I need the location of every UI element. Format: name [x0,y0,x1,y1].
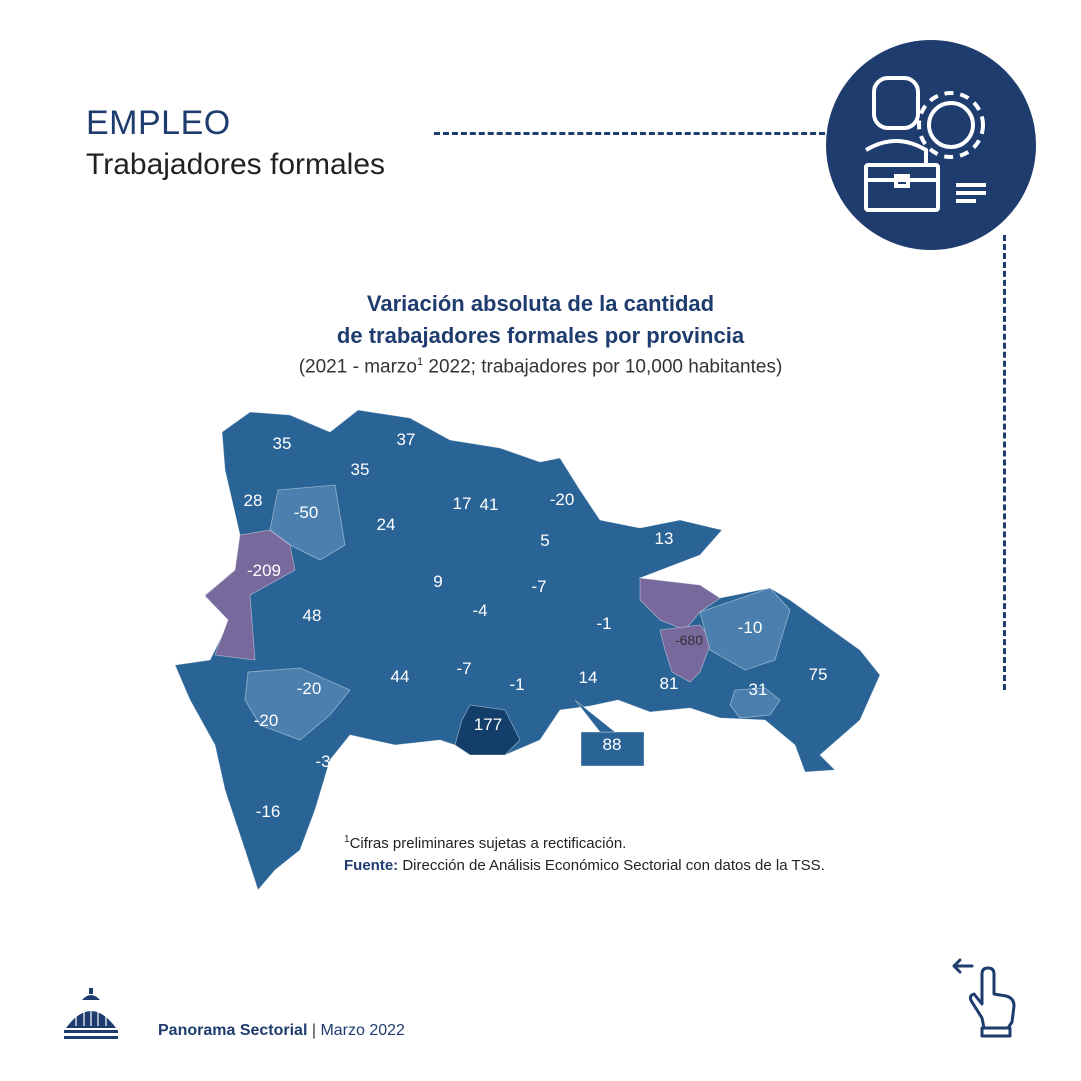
section-subtitle: Trabajadores formales [86,148,386,181]
province-value-label: -1 [596,614,612,633]
chart-title-line2: de trabajadores formales por provincia [336,323,745,348]
footer-date: Marzo 2022 [320,1022,405,1039]
footer [158,1022,405,1040]
province-value-label: 35 [272,434,292,453]
province-value-label: -7 [531,577,547,596]
chart-subtitle-sup: 1 [417,356,424,368]
province-value-label: 41 [479,495,499,514]
footnote [344,829,825,877]
swipe-hand-icon[interactable] [950,958,1022,1045]
province-value-label: -7 [456,659,472,678]
province-value-label: -16 [255,802,281,821]
province-value-label: 5 [540,531,550,550]
province-value-label: 88 [602,735,622,754]
footer-separator: | [307,1022,321,1039]
chart-title-line1: Variación absoluta de la cantidad [366,291,715,316]
province-value-label: 44 [390,667,410,686]
province-value-label: -50 [293,503,319,522]
chart-subtitle-pre: (2021 - marzo [298,356,417,378]
footnote-sup: 1 [344,834,350,845]
province-value-label: -680 [674,632,704,648]
province-value-label: 81 [659,674,679,693]
source-text: Dirección de Análisis Económico Sectorial con datos de la TSS. [398,857,825,874]
province-value-label: 75 [808,665,828,684]
footnote-text: Cifras preliminares sujetas a rectificación. [349,835,627,852]
chart-subtitle-post: 2022; trabajadores por 10,000 habitantes) [423,356,783,378]
province-value-label: 24 [376,515,396,534]
source-line [344,855,825,877]
province-value-label: -1 [509,675,525,694]
province-value-label: -20 [253,711,279,730]
province-value-label: -20 [296,679,322,698]
province-value-label: -10 [737,618,763,637]
province-value-label: 28 [243,491,263,510]
province-value-label: 31 [748,680,768,699]
province-value-label: 35 [350,460,370,479]
province-value-label: -3 [315,752,331,771]
footer-brand: Panorama Sectorial [158,1022,308,1039]
province-value-label: -20 [549,490,575,509]
province-value-label: 48 [302,606,322,625]
source-label: Fuente: [344,857,399,874]
province-value-label: 13 [654,529,674,548]
province-value-label: 14 [578,668,598,687]
province-value-label: 9 [433,572,443,591]
province-value-label: -4 [472,601,488,620]
province-value-label: 177 [473,715,503,734]
province-value-label: 37 [396,430,416,449]
section-title: EMPLEO [86,104,231,142]
footnote-line1 [344,829,825,855]
province-value-label: 17 [452,494,472,513]
dome-logo-icon [62,988,120,1049]
province-value-label: -209 [246,561,282,580]
